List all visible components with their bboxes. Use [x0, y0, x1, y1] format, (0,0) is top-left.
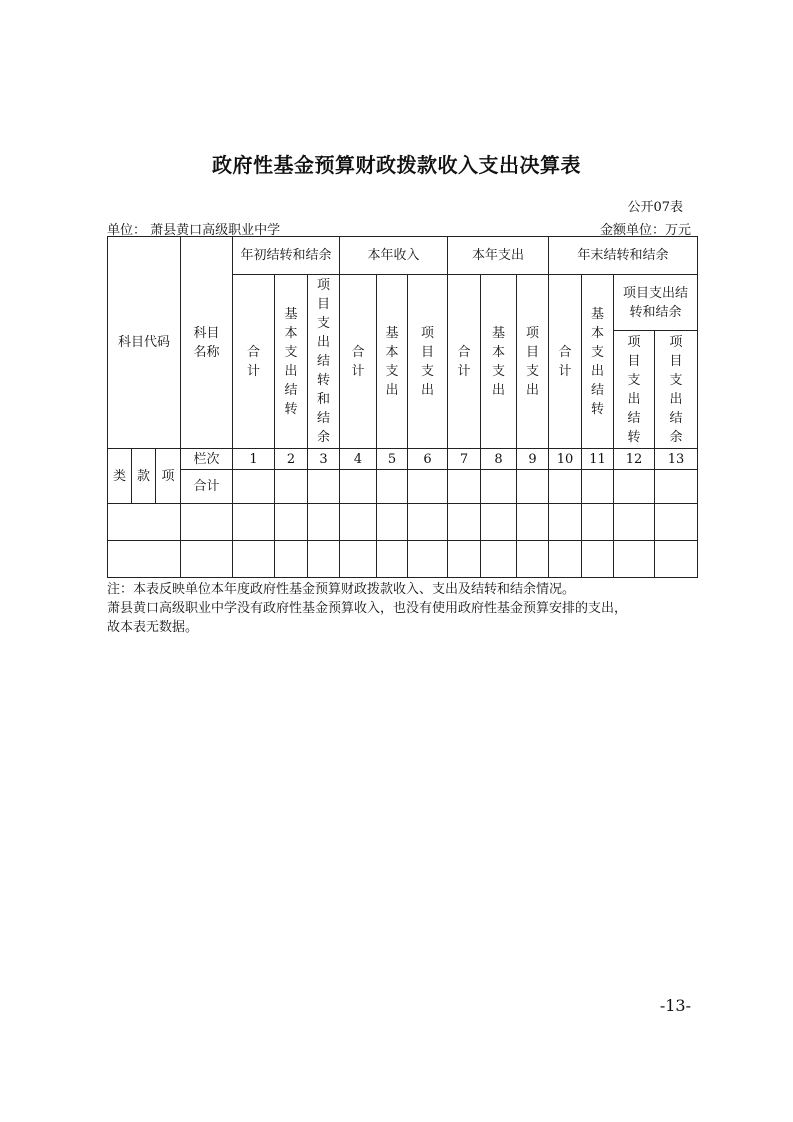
- column-number: 10: [549, 449, 582, 470]
- table-cell: [481, 504, 517, 541]
- table-cell: [549, 470, 582, 504]
- table-cell: [108, 504, 181, 541]
- column-number: 13: [655, 449, 698, 470]
- table-cell: [655, 504, 698, 541]
- page-title: 政府性基金预算财政拨款收入支出决算表: [212, 153, 581, 177]
- header-end-project: 项目支出结转和结余: [614, 275, 698, 331]
- column-number: 9: [517, 449, 549, 470]
- table-cell: [377, 470, 408, 504]
- table-cell: [517, 504, 549, 541]
- header-end-project-surplus: 项目支出结余: [655, 331, 698, 449]
- column-number: 6: [408, 449, 448, 470]
- form-code: 公开07表: [627, 200, 683, 215]
- table-cell: [614, 541, 655, 578]
- column-number: 1: [233, 449, 275, 470]
- header-begin-balance: 年初结转和结余: [233, 237, 340, 275]
- header-begin-total: 合计: [233, 275, 275, 449]
- table-cell: [408, 470, 448, 504]
- header-end-balance: 年末结转和结余: [549, 237, 698, 275]
- table-cell: [377, 541, 408, 578]
- column-number: 7: [448, 449, 481, 470]
- table-cell: [614, 504, 655, 541]
- header-begin-basic: 基本支出结转: [275, 275, 308, 449]
- table-cell: [233, 470, 275, 504]
- table-cell: [308, 541, 340, 578]
- header-xiang: 项: [156, 449, 181, 504]
- table-cell: [582, 504, 614, 541]
- header-income: 本年收入: [340, 237, 448, 275]
- table-cell: [377, 504, 408, 541]
- note-line: 故本表无数据。: [107, 620, 199, 635]
- column-number: 11: [582, 449, 614, 470]
- header-expense-project: 项目支出: [517, 275, 549, 449]
- table-cell: [517, 470, 549, 504]
- header-income-project: 项目支出: [408, 275, 448, 449]
- table-cell: [275, 541, 308, 578]
- table-cell: [181, 504, 233, 541]
- table-cell: [481, 470, 517, 504]
- notes: [107, 580, 707, 637]
- amount-unit: 金额单位：万元: [599, 223, 691, 238]
- column-number: 12: [614, 449, 655, 470]
- table-cell: [108, 541, 181, 578]
- table-cell: [448, 504, 481, 541]
- note-line: 注：本表反映单位本年度政府性基金预算财政拨款收入、支出及结转和结余情况。: [107, 582, 576, 597]
- table-cell: [308, 504, 340, 541]
- column-number: 8: [481, 449, 517, 470]
- page-number: -13-: [659, 996, 691, 1015]
- header-kuan: 款: [132, 449, 156, 504]
- table-cell: [582, 541, 614, 578]
- table-cell: [448, 470, 481, 504]
- header-income-total: 合计: [340, 275, 377, 449]
- table-row: [108, 504, 698, 541]
- table-cell: [275, 470, 308, 504]
- table-cell: [408, 504, 448, 541]
- table-cell: [181, 541, 233, 578]
- table-cell: [549, 504, 582, 541]
- header-begin-project: 项目支出结转和结余: [308, 275, 340, 449]
- header-subject-name: 科目名称: [181, 237, 233, 449]
- table-cell: [308, 470, 340, 504]
- sum-row-label: 合计: [181, 470, 233, 504]
- header-subject-code: 科目代码: [108, 237, 181, 449]
- header-end-basic: 基本支出结转: [582, 275, 614, 449]
- table-cell: [448, 541, 481, 578]
- column-number: 2: [275, 449, 308, 470]
- table-cell: [655, 541, 698, 578]
- table-cell: [614, 470, 655, 504]
- header-end-project-carry: 项目支出结转: [614, 331, 655, 449]
- note-line: 萧县黄口高级职业中学没有政府性基金预算收入，也没有使用政府性基金预算安排的支出，: [107, 601, 628, 616]
- header-expense-total: 合计: [448, 275, 481, 449]
- table-cell: [408, 541, 448, 578]
- table-cell: [549, 541, 582, 578]
- unit-label: 单位： 萧县黄口高级职业中学: [107, 223, 281, 238]
- column-number: 4: [340, 449, 377, 470]
- table-cell: [655, 470, 698, 504]
- column-number-label: 栏次: [181, 449, 233, 470]
- table-cell: [340, 470, 377, 504]
- column-number: 5: [377, 449, 408, 470]
- header-expense: 本年支出: [448, 237, 549, 275]
- header-expense-basic: 基本支出: [481, 275, 517, 449]
- table-cell: [233, 541, 275, 578]
- header-income-basic: 基本支出: [377, 275, 408, 449]
- table-cell: [517, 541, 549, 578]
- table-cell: [340, 504, 377, 541]
- header-end-total: 合计: [549, 275, 582, 449]
- table-cell: [582, 470, 614, 504]
- fund-budget-table: [107, 236, 698, 578]
- table-row: [108, 541, 698, 578]
- table-cell: [233, 504, 275, 541]
- table-cell: [340, 541, 377, 578]
- table-cell: [275, 504, 308, 541]
- table-cell: [481, 541, 517, 578]
- column-number: 3: [308, 449, 340, 470]
- header-lei: 类: [108, 449, 132, 504]
